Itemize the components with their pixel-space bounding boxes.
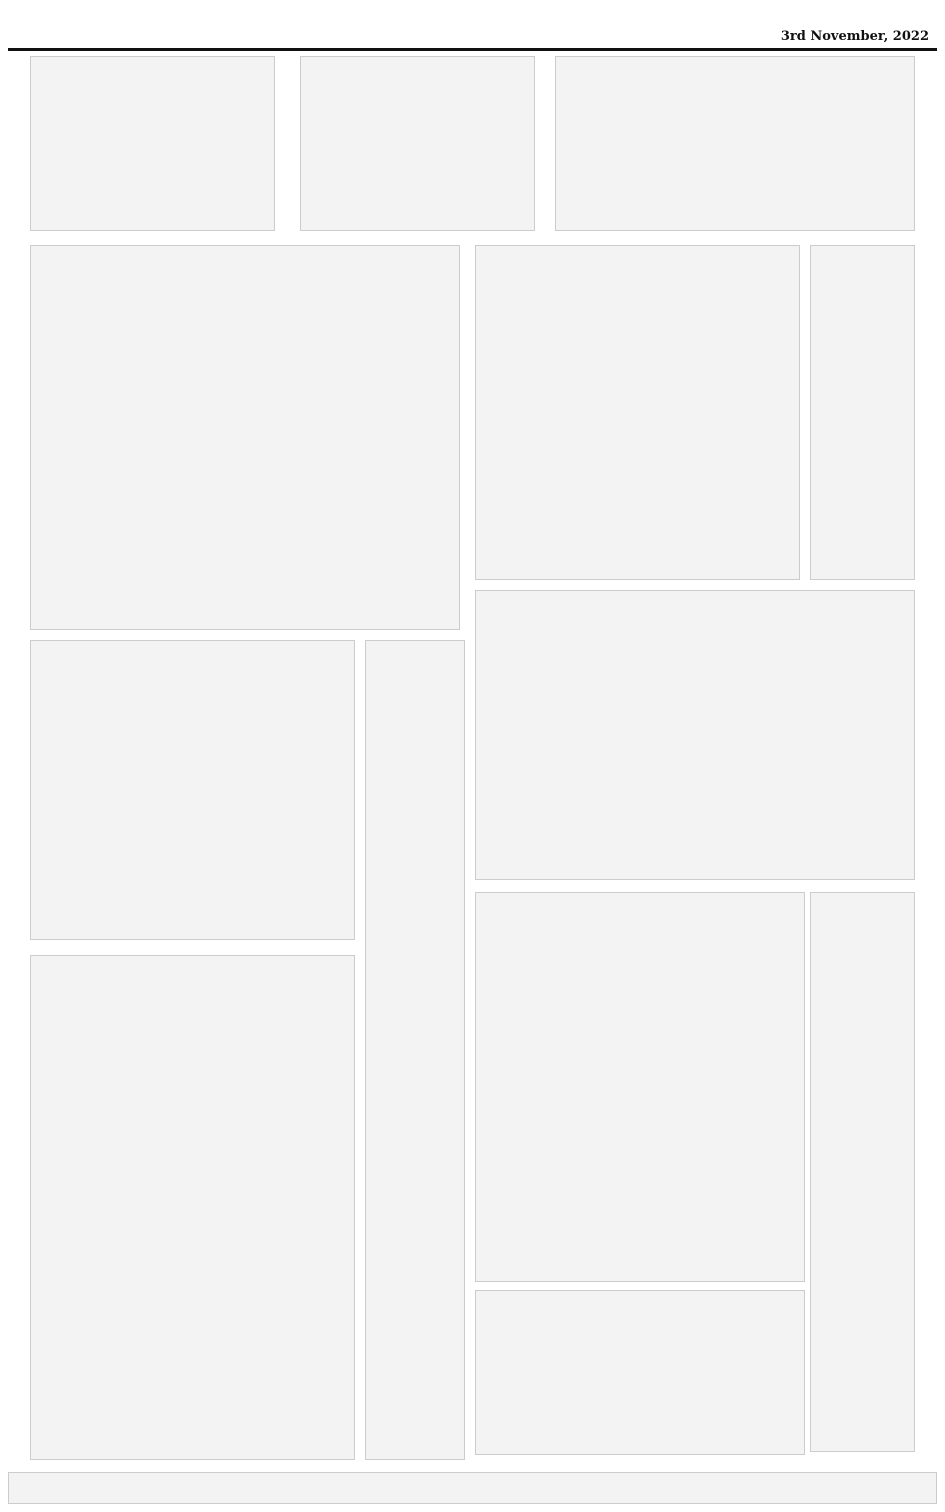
ddc-meeting-article xyxy=(365,640,465,1460)
disaster-management-article xyxy=(475,245,800,580)
ayush-wellness-article xyxy=(30,245,460,630)
masthead xyxy=(8,26,937,51)
date-line: 3rd November, 2022 xyxy=(780,29,929,44)
energizer-advertisement xyxy=(475,1290,805,1455)
school-enrolment-article xyxy=(810,245,915,580)
gold-rates-box xyxy=(30,56,275,231)
condolence-notice xyxy=(30,955,355,1460)
tulip-garden-photo xyxy=(30,640,355,940)
prayer-time-box xyxy=(555,56,915,231)
rural-sanitation-article xyxy=(475,590,915,880)
development-review-article xyxy=(810,892,915,1452)
weather-box xyxy=(300,56,535,231)
imprint-footer xyxy=(8,1472,937,1504)
women-college-conference-article xyxy=(475,892,805,1282)
